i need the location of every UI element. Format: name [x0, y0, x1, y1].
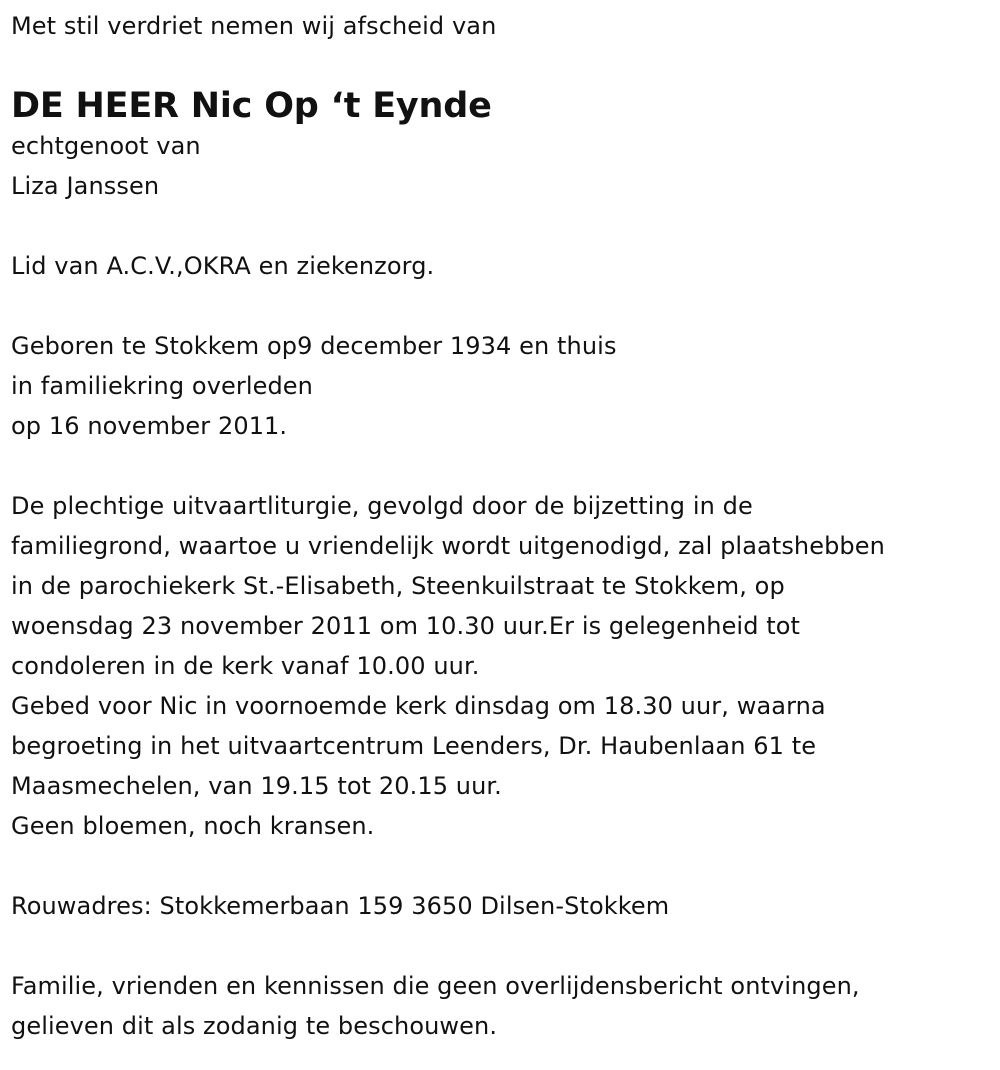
- spouse-label: echtgenoot van: [11, 132, 201, 160]
- funeral-line: Geen bloemen, noch kransen.: [11, 812, 375, 840]
- funeral-line: begroeting in het uitvaartcentrum Leenders, Dr. Haubenlaan 61 te: [11, 732, 817, 760]
- birth-death-line: in familiekring overleden: [11, 372, 313, 400]
- intro-text: Met stil verdriet nemen wij afscheid van: [11, 12, 497, 40]
- birth-death-line: op 16 november 2011.: [11, 412, 288, 440]
- funeral-line: Gebed voor Nic in voornoemde kerk dinsdag om 18.30 uur, waarna: [11, 692, 826, 720]
- funeral-line: familiegrond, waartoe u vriendelijk wordt uitgenodigd, zal plaatshebben: [11, 532, 885, 560]
- closing-line: gelieven dit als zodanig te beschouwen.: [11, 1012, 498, 1040]
- funeral-line: Maasmechelen, van 19.15 tot 20.15 uur.: [11, 772, 502, 800]
- membership-text: Lid van A.C.V.,OKRA en ziekenzorg.: [11, 252, 435, 280]
- closing-line: Familie, vrienden en kennissen die geen overlijdensbericht ontvingen,: [11, 972, 860, 1000]
- birth-death-line: Geboren te Stokkem op9 december 1934 en thuis: [11, 332, 617, 360]
- spacer: [11, 286, 996, 326]
- deceased-name: DE HEER Nic Op ‘t Eynde: [11, 86, 492, 126]
- spacer: [11, 926, 996, 966]
- spacer: [11, 206, 996, 246]
- mourning-address: Rouwadres: Stokkemerbaan 159 3650 Dilsen-Stokkem: [11, 892, 670, 920]
- funeral-line: De plechtige uitvaartliturgie, gevolgd door de bijzetting in de: [11, 492, 753, 520]
- spacer: [11, 446, 996, 486]
- funeral-line: woensdag 23 november 2011 om 10.30 uur.Er is gelegenheid tot: [11, 612, 801, 640]
- funeral-line: in de parochiekerk St.-Elisabeth, Steenkuilstraat te Stokkem, op: [11, 572, 785, 600]
- funeral-line: condoleren in de kerk vanaf 10.00 uur.: [11, 652, 480, 680]
- spouse-name: Liza Janssen: [11, 172, 160, 200]
- spacer: [11, 846, 996, 886]
- obituary-notice: [11, 6, 996, 1046]
